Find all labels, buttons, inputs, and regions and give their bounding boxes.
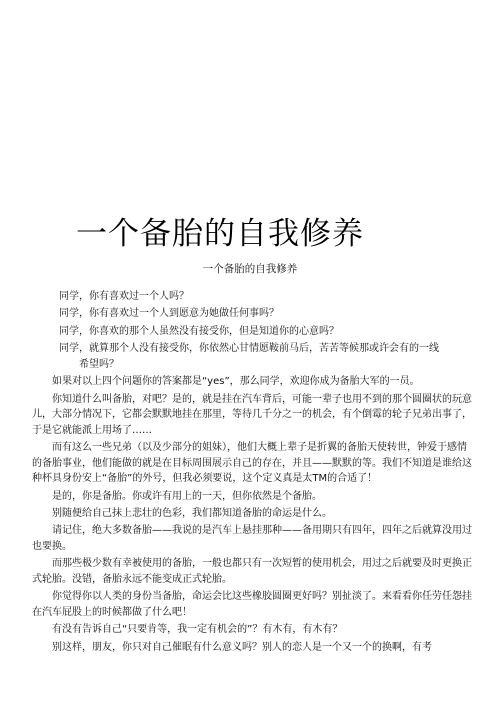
- question-3: 同学，你喜欢的那个人虽然没有接受你，但是知道你的心意吗？: [59, 325, 339, 337]
- question-4-line-2: 希望吗？: [79, 358, 119, 370]
- paragraph-1: 如果对以上四个问题你的答案都是“yes”，那么同学，欢迎你成为备胎大军的一员。: [52, 376, 420, 388]
- paragraph-2: 你知道什么叫备胎，对吧？是的，就是挂在汽车背后，可能一辈子也用不到的那个圆圈状的玩意儿，大部分情况下，它都会默默地挂在那里，等待几千分之一的机会，有个倒霉的轮子兄弟出事了，于是它就能派上用场了……: [32, 393, 472, 436]
- question-4-line-1: 同学，就算那个人没有接受你，你依然心甘情愿鞍前马后，苦苦等候那或许会有的一线: [59, 343, 439, 355]
- paragraph-10: 别这样，朋友，你只对自己催眠有什么意义吗？别人的恋人是一个又一个的换啊，有考: [52, 641, 432, 653]
- document-subtitle: 一个备胎的自我修养: [202, 263, 298, 275]
- question-1: 同学，你有喜欢过一个人吗？: [59, 291, 189, 302]
- paragraph-5: 别随便给自己抹上悲壮的色彩，我们都知道备胎的命运是什么。: [52, 508, 332, 520]
- paragraph-3: 而有这么一些兄弟（以及少部分的姐妹），他们大概上辈子是折翼的备胎天使转世，钟爱于感情的备胎事业，他们能做的就是在目标周围展示自己的存在，并且——默默的等。我们不知道是谁给这种杯具身份安上“备胎”的外号，但我必须要说，这个定义真是太TM的合适了！: [32, 442, 472, 485]
- paragraph-8: 你觉得你以人类的身份当备胎，命运会比这些橡胶圆圈更好吗？别扯淡了。来看看你任劳任怨挂在汽车屁股上的时候都做了什么吧！: [32, 591, 472, 619]
- question-4: [32, 341, 472, 372]
- paragraph-6: 请记住，绝大多数备胎——我说的是汽车上悬挂那种——备用期只有四年，四年之后就算没用过也要换。: [32, 525, 472, 553]
- document-title: 一个备胎的自我修养: [76, 216, 364, 252]
- document-body: [32, 289, 472, 657]
- paragraph-4: 是的，你是备胎。你或许有用上的一天，但你依然是个备胎。: [52, 490, 322, 502]
- paragraph-7: 而那些极少数有幸被使用的备胎，一般也都只有一次短暂的使用机会，用过之后就要及时更换正式轮胎。没错，备胎永远不能变成正式轮胎。: [32, 558, 472, 586]
- question-2: 同学，你有喜欢过一个人到愿意为她做任何事吗？: [59, 308, 279, 320]
- paragraph-9: 有没有告诉自己“只要肯等，我一定有机会的”？有木有，有木有？: [52, 624, 343, 636]
